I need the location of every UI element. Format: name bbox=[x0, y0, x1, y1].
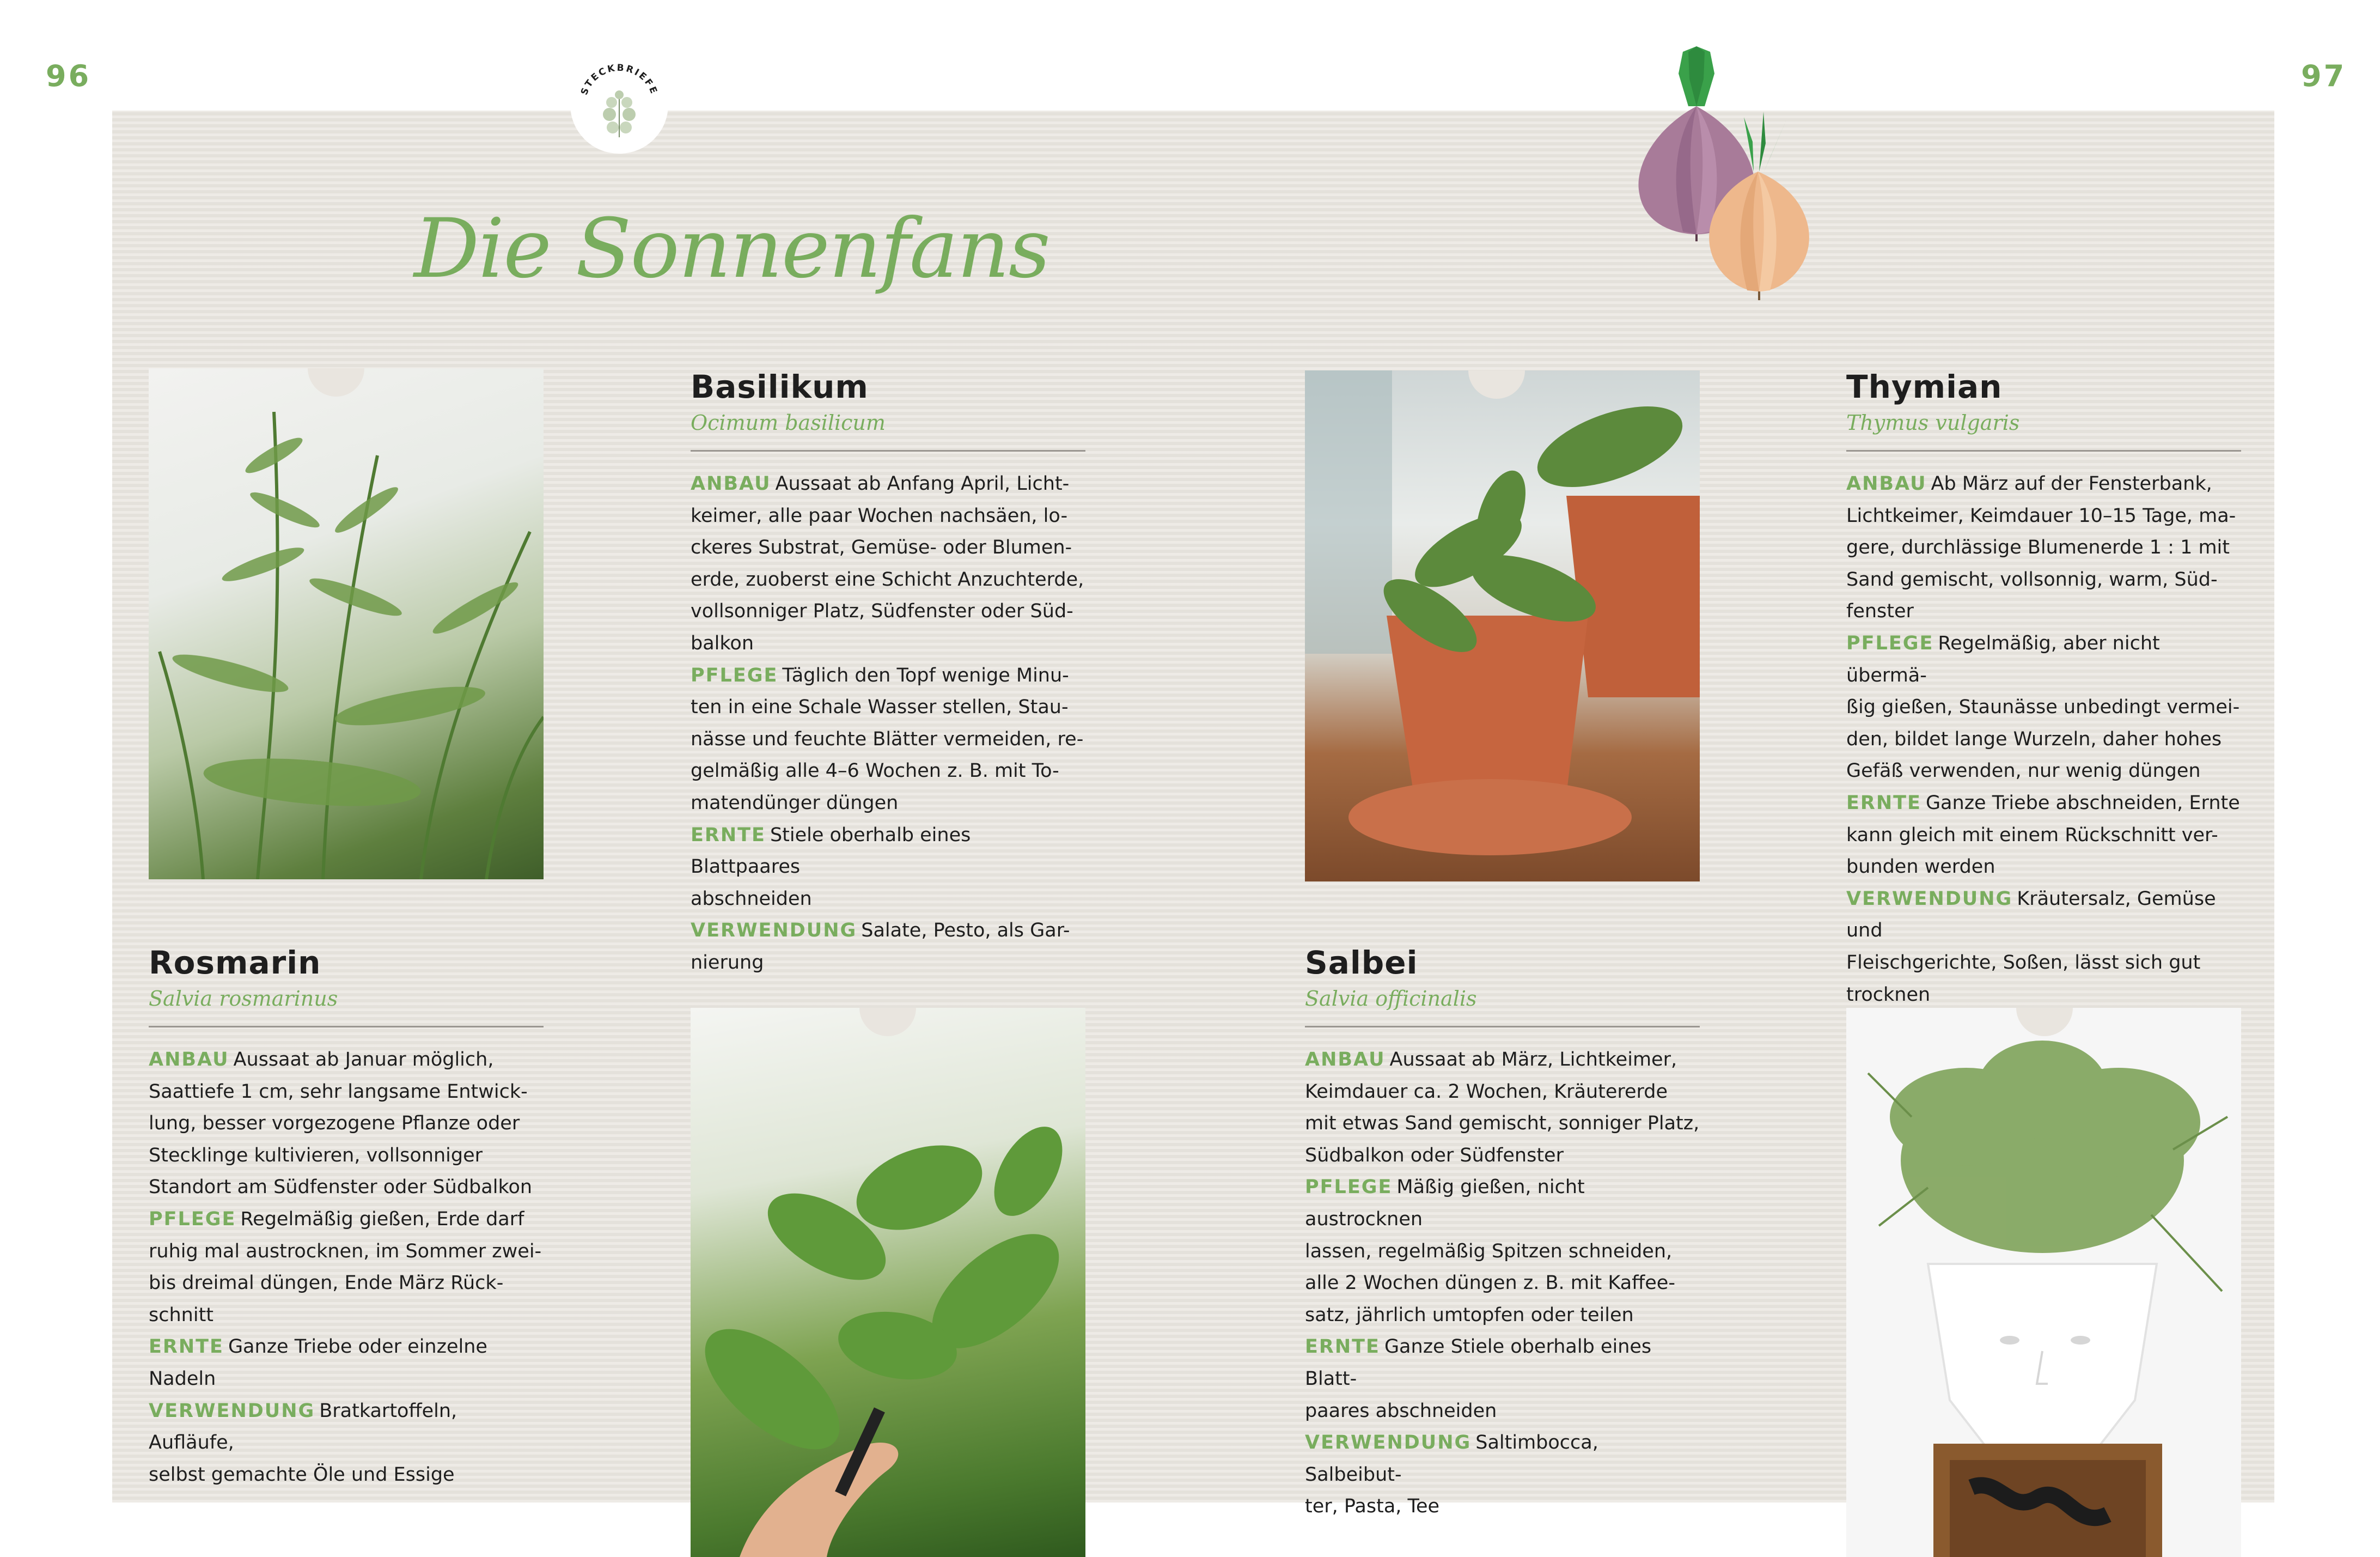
entry-line bbox=[691, 952, 764, 974]
entry-line bbox=[1846, 505, 2236, 527]
entry-text: Aussaat ab März, Lichtkeimer, bbox=[1389, 1049, 1677, 1071]
entry-text: ter, Pasta, Tee bbox=[1305, 1495, 1440, 1518]
entry-line bbox=[1846, 600, 1914, 622]
entry-line bbox=[1846, 537, 2230, 558]
entry-line bbox=[1305, 1495, 1439, 1517]
entry-line bbox=[691, 760, 1059, 782]
entry-line bbox=[1846, 888, 2216, 942]
entry-line bbox=[1305, 1400, 1497, 1422]
entry-text: fenster bbox=[1846, 600, 1914, 623]
entry-text: paares abschneiden bbox=[1305, 1400, 1497, 1422]
entry-text: Bratkartoffeln, Aufläufe, bbox=[149, 1400, 457, 1454]
entry-line bbox=[149, 1336, 487, 1358]
entry-text: gelmäßig alle 4–6 Wochen z. B. mit To- bbox=[691, 760, 1059, 782]
entry-line bbox=[1305, 1176, 1585, 1230]
entry-text: bunden werden bbox=[1846, 856, 1995, 878]
rosmarin-photo bbox=[149, 368, 544, 879]
entry-text: keimer, alle paar Wochen nachsäen, lo- bbox=[691, 504, 1068, 527]
entry-text: Fleischgerichte, Soßen, lässt sich gut bbox=[1846, 951, 2201, 974]
section-label: VERWENDUNG bbox=[1305, 1432, 1472, 1454]
entry-text: Gefäß verwenden, nur wenig düngen bbox=[1846, 760, 2201, 782]
entry-line bbox=[1846, 473, 2212, 495]
entry-line bbox=[1846, 952, 2200, 974]
section-label: ERNTE bbox=[691, 824, 766, 846]
entry-line bbox=[691, 792, 898, 814]
entry-line bbox=[691, 569, 1084, 591]
entry-text: Regelmäßig gießen, Erde darf bbox=[240, 1208, 524, 1230]
entry-text: vollsonniger Platz, Südfenster oder Süd- bbox=[691, 600, 1073, 623]
entry-line bbox=[1846, 792, 2240, 814]
entry-text: Ganze Stiele oberhalb eines Blatt- bbox=[1305, 1336, 1652, 1390]
entry-latin-name: Salvia officinalis bbox=[1305, 987, 1477, 1011]
entry-text: Sand gemischt, vollsonnig, warm, Süd- bbox=[1846, 568, 2218, 591]
page-title: Die Sonnenfans bbox=[414, 202, 1049, 296]
entry-line bbox=[1305, 1112, 1699, 1134]
section-label: ANBAU bbox=[691, 473, 771, 495]
herb-sprig-icon bbox=[570, 56, 668, 154]
entry-text: Ab März auf der Fensterbank, bbox=[1931, 473, 2212, 495]
entry-line bbox=[1846, 824, 2218, 846]
entry-line bbox=[1846, 569, 2218, 591]
entry-text: ßig gießen, Staunässe unbedingt vermei- bbox=[1846, 696, 2240, 719]
section-label: PFLEGE bbox=[1305, 1176, 1393, 1199]
section-label: PFLEGE bbox=[1846, 632, 1934, 654]
entry-line bbox=[1305, 1240, 1672, 1262]
divider bbox=[1305, 1026, 1700, 1027]
entry-text: Lichtkeimer, Keimdauer 10–15 Tage, ma- bbox=[1846, 504, 2236, 527]
entry-line bbox=[149, 1304, 213, 1326]
entry-text: satz, jährlich umtopfen oder teilen bbox=[1305, 1304, 1634, 1326]
entry-line bbox=[1305, 1336, 1651, 1390]
entry-line bbox=[1846, 632, 2160, 686]
section-label: PFLEGE bbox=[149, 1208, 236, 1230]
entry-line bbox=[691, 600, 1073, 622]
divider bbox=[1846, 450, 2241, 452]
entry-line bbox=[691, 824, 971, 878]
entry-line bbox=[691, 696, 1069, 718]
section-label: ANBAU bbox=[149, 1049, 229, 1071]
entry-text: balkon bbox=[691, 632, 754, 654]
entry-text: Aussaat ab Anfang April, Licht- bbox=[775, 473, 1070, 495]
entry-line bbox=[149, 1081, 528, 1103]
entry-line bbox=[1846, 856, 1995, 878]
entry-line bbox=[691, 728, 1083, 750]
entry-line bbox=[1846, 984, 1930, 1006]
entry-line bbox=[149, 1272, 503, 1294]
entry-line bbox=[1846, 696, 2239, 718]
section-label: ANBAU bbox=[1846, 473, 1927, 495]
entry-text: erde, zuoberst eine Schicht Anzuchterde, bbox=[691, 568, 1084, 591]
section-label: VERWENDUNG bbox=[691, 920, 857, 942]
entry-text: trocknen bbox=[1846, 983, 1931, 1006]
entry-line bbox=[149, 1145, 483, 1166]
entry-line bbox=[149, 1176, 532, 1198]
entry-text: ckeres Substrat, Gemüse- oder Blumen- bbox=[691, 537, 1072, 559]
entry-text: Täglich den Topf wenige Minu- bbox=[782, 664, 1069, 686]
entry-text: Saltimbocca, Salbeibut- bbox=[1305, 1432, 1598, 1486]
basilikum-photo bbox=[691, 1008, 1085, 1557]
entry-line bbox=[1305, 1049, 1677, 1071]
section-label: ERNTE bbox=[1846, 792, 1921, 814]
entry-text: den, bildet lange Wurzeln, daher hohes bbox=[1846, 728, 2222, 750]
entry-title: Rosmarin bbox=[149, 944, 321, 981]
entry-body bbox=[149, 1044, 544, 1491]
entry-line bbox=[691, 473, 1069, 495]
entry-latin-name: Salvia rosmarinus bbox=[149, 987, 338, 1011]
entry-text: abschneiden bbox=[691, 887, 812, 910]
entry-line bbox=[691, 920, 1070, 941]
entry-line bbox=[1305, 1081, 1668, 1103]
section-label: ANBAU bbox=[1305, 1049, 1386, 1071]
entry-text: ten in eine Schale Wasser stellen, Stau- bbox=[691, 696, 1069, 719]
entry-text: selbst gemachte Öle und Essige bbox=[149, 1463, 455, 1486]
divider bbox=[691, 450, 1085, 452]
page-number-left: 96 bbox=[46, 59, 91, 93]
entry-text: lassen, regelmäßig Spitzen schneiden, bbox=[1305, 1240, 1673, 1262]
entry-line bbox=[691, 632, 754, 654]
page-number-right: 97 bbox=[2301, 59, 2347, 93]
entry-text: alle 2 Wochen düngen z. B. mit Kaffee- bbox=[1305, 1272, 1675, 1294]
entry-line bbox=[149, 1208, 524, 1230]
entry-line bbox=[691, 665, 1069, 686]
entry-line bbox=[1846, 728, 2222, 750]
onions-illustration bbox=[1623, 46, 1852, 308]
entry-text: matendünger düngen bbox=[691, 792, 899, 814]
section-label: VERWENDUNG bbox=[149, 1400, 315, 1422]
entry-line bbox=[1305, 1304, 1634, 1326]
entry-salbei bbox=[1305, 944, 1700, 1523]
entry-body bbox=[1846, 468, 2241, 1011]
entry-text: Keimdauer ca. 2 Wochen, Kräutererde bbox=[1305, 1080, 1668, 1103]
entry-text: Stiele oberhalb eines Blattpaares bbox=[691, 824, 971, 878]
entry-text: gere, durchlässige Blumenerde 1 : 1 mit bbox=[1846, 537, 2230, 559]
steckbriefe-badge bbox=[570, 56, 668, 154]
entry-line bbox=[691, 888, 812, 910]
entry-title: Basilikum bbox=[691, 368, 869, 405]
entry-text: Saattiefe 1 cm, sehr langsame Entwick- bbox=[149, 1080, 528, 1103]
entry-latin-name: Ocimum basilicum bbox=[691, 411, 886, 435]
entry-text: Ganze Triebe abschneiden, Ernte bbox=[1925, 792, 2240, 814]
entry-text: Mäßig gießen, nicht austrocknen bbox=[1305, 1176, 1585, 1230]
entry-text: Standort am Südfenster oder Südbalkon bbox=[149, 1176, 533, 1199]
entry-line bbox=[149, 1400, 457, 1454]
entry-title: Thymian bbox=[1846, 368, 2003, 405]
entry-basilikum bbox=[691, 368, 1085, 979]
entry-text: kann gleich mit einem Rückschnitt ver- bbox=[1846, 824, 2218, 846]
thymian-photo bbox=[1846, 1008, 2241, 1557]
entry-title: Salbei bbox=[1305, 944, 1418, 981]
entry-line bbox=[149, 1112, 520, 1134]
section-label: PFLEGE bbox=[691, 664, 778, 686]
entry-text: Regelmäßig, aber nicht übermä- bbox=[1846, 632, 2160, 686]
entry-text: lung, besser vorgezogene Pflanze oder bbox=[149, 1112, 520, 1135]
entry-latin-name: Thymus vulgaris bbox=[1846, 411, 2020, 435]
entry-text: Südbalkon oder Südfenster bbox=[1305, 1144, 1564, 1166]
entry-text: nierung bbox=[691, 951, 764, 974]
entry-body bbox=[691, 468, 1085, 979]
entry-text: ruhig mal austrocknen, im Sommer zwei- bbox=[149, 1240, 542, 1262]
entry-rosmarin bbox=[149, 944, 544, 1491]
entry-line bbox=[149, 1368, 216, 1390]
entry-text: mit etwas Sand gemischt, sonniger Platz, bbox=[1305, 1112, 1700, 1135]
entry-text: Ganze Triebe oder einzelne bbox=[228, 1336, 487, 1358]
entry-text: bis dreimal düngen, Ende März Rück- bbox=[149, 1272, 504, 1294]
entry-text: Aussaat ab Januar möglich, bbox=[233, 1049, 494, 1071]
entry-text: nässe und feuchte Blätter vermeiden, re- bbox=[691, 728, 1084, 750]
section-label: ERNTE bbox=[1305, 1336, 1380, 1358]
entry-line bbox=[1305, 1145, 1564, 1166]
entry-line bbox=[1305, 1272, 1675, 1294]
entry-text: schnitt bbox=[149, 1304, 214, 1326]
entry-text: Kräutersalz, Gemüse und bbox=[1846, 887, 2216, 942]
entry-body bbox=[1305, 1044, 1700, 1523]
entry-thymian bbox=[1846, 368, 2241, 1011]
entry-text: Stecklinge kultivieren, vollsonniger bbox=[149, 1144, 483, 1166]
entry-line bbox=[149, 1464, 455, 1486]
section-label: ERNTE bbox=[149, 1336, 224, 1358]
section-label: VERWENDUNG bbox=[1846, 887, 2013, 910]
entry-text: Salate, Pesto, als Gar- bbox=[861, 920, 1070, 942]
entry-line bbox=[691, 505, 1067, 527]
salbei-photo bbox=[1305, 370, 1700, 881]
entry-line bbox=[1305, 1432, 1598, 1486]
divider bbox=[149, 1026, 544, 1027]
entry-line bbox=[149, 1240, 541, 1262]
entry-text: Nadeln bbox=[149, 1367, 216, 1390]
entry-line bbox=[691, 537, 1072, 558]
entry-line bbox=[1846, 760, 2201, 782]
svg-text:STECKBRIEFE: STECKBRIEFE bbox=[578, 62, 660, 97]
entry-line bbox=[149, 1049, 493, 1071]
